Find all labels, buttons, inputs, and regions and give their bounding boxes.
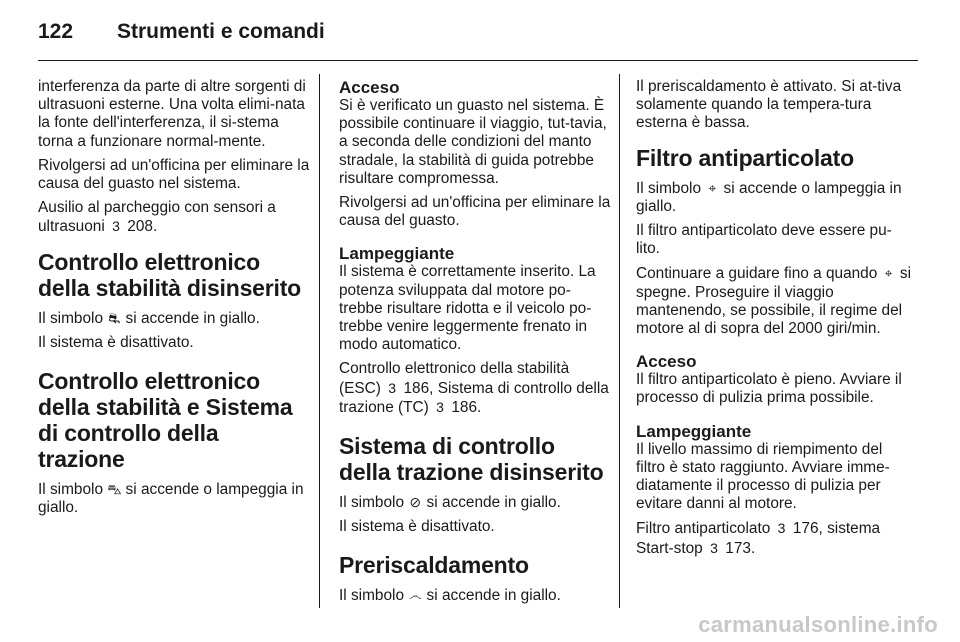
section-title: Strumenti e comandi xyxy=(117,20,325,43)
paragraph-text: Continuare a guidare fino a quando xyxy=(636,265,882,283)
paragraph: Il sistema è disattivato. xyxy=(339,518,495,536)
page-reference[interactable]: 186. xyxy=(451,398,482,416)
subheading-lampeggiante: Lampeggiante xyxy=(339,244,455,264)
column-divider xyxy=(319,74,320,608)
paragraph-text: si accende in giallo. xyxy=(422,587,561,605)
paragraph xyxy=(636,264,912,338)
paragraph xyxy=(339,586,611,605)
heading-preheat: Preriscaldamento xyxy=(339,552,529,579)
paragraph-text: si accende in giallo. xyxy=(121,309,260,327)
paragraph-text: si spegne. Proseguire il viaggio mantenendo, se possibile, il regime del motore al di sopra del 2000 giri/min. xyxy=(636,265,911,338)
paragraph-text: si accende in giallo. xyxy=(422,494,561,512)
subheading-acceso: Acceso xyxy=(339,78,400,97)
heading-tc-off: Sistema di controllo della trazione disinserito xyxy=(339,433,604,486)
page-number: 122 xyxy=(38,20,74,43)
column-3 xyxy=(636,78,912,564)
paragraph-text: si accende o lampeggia in giallo. xyxy=(636,179,902,215)
paragraph: Rivolgersi ad un'officina per eliminare la causa del guasto. xyxy=(339,194,611,230)
paragraph: Il sistema è correttamente inserito. La potenza sviluppata dal motore po-trebbe risultare ridotta e il veicolo po-trebbe venire leggermente frenato in modo automatico. xyxy=(339,263,596,354)
dpf-icon: ⌖ xyxy=(884,265,893,282)
paragraph-text: Filtro antiparticolato xyxy=(636,520,775,538)
heading-esc-tc: Controllo elettronico della stabilità e Sistema di controllo della trazione xyxy=(38,368,293,473)
page-reference[interactable]: 176, sistema Start-stop xyxy=(636,520,881,557)
paragraph xyxy=(38,309,310,328)
subheading-lampeggiante: Lampeggiante xyxy=(636,421,752,441)
paragraph xyxy=(636,519,912,557)
page-header xyxy=(38,14,918,60)
paragraph xyxy=(38,199,310,236)
paragraph: Il filtro antiparticolato è pieno. Avviare il processo di pulizia prima possibile. xyxy=(636,371,902,407)
page-reference-arrow-icon: 3 xyxy=(436,398,444,415)
paragraph: Si è verificato un guasto nel sistema. È possibile continuare il viaggio, tut-tavia, a seconda delle condizioni del manto stradale, la stabilità di guida potrebbe risultare compromessa. xyxy=(339,97,607,187)
page-reference[interactable]: 173. xyxy=(725,539,756,557)
page-reference-arrow-icon: 3 xyxy=(112,218,120,235)
paragraph: Il preriscaldamento è attivato. Si at-tiva solamente quando la tempera-tura esterna è bassa. xyxy=(636,78,902,132)
page-reference-arrow-icon: 3 xyxy=(388,379,397,396)
paragraph-text: Il simbolo xyxy=(38,481,108,499)
heading-esc-off: Controllo elettronico della stabilità disinserito xyxy=(38,248,302,301)
esc-tc-icon: ⛍ xyxy=(107,481,122,498)
column-2 xyxy=(339,78,611,612)
dpf-icon: ⌖ xyxy=(708,179,717,196)
paragraph: Il sistema è disattivato. xyxy=(38,333,194,351)
paragraph: interferenza da parte di altre sorgenti di ultrasuoni esterne. Una volta elimi-nata la fonte dell'interferenza, il si-stema torna a funzionare normal-mente. xyxy=(38,78,306,150)
paragraph xyxy=(38,480,310,517)
page-reference[interactable]: 186, Sistema di controllo della trazione (TC) xyxy=(339,379,609,416)
paragraph: Il filtro antiparticolato deve essere pu-lito. xyxy=(636,222,892,258)
paragraph-text: Il simbolo xyxy=(339,587,409,605)
column-divider xyxy=(619,74,620,608)
paragraph: Rivolgersi ad un'officina per eliminare la causa del guasto nel sistema. xyxy=(38,156,310,193)
paragraph xyxy=(636,179,912,216)
header-divider xyxy=(38,60,918,61)
page-reference[interactable]: 208. xyxy=(127,218,158,236)
page-reference-arrow-icon: 3 xyxy=(710,539,718,556)
paragraph-text: Controllo elettronico della stabilità (ESC) xyxy=(339,360,570,397)
paragraph-text: Ausilio al parcheggio con sensori a ultrasuoni xyxy=(38,199,276,236)
esc-off-icon: ⛐ xyxy=(108,309,121,326)
paragraph-text: si accende o lampeggia in giallo. xyxy=(38,481,304,517)
preheat-icon: ෴ xyxy=(408,587,422,604)
paragraph xyxy=(339,493,611,512)
paragraph-text: Il simbolo xyxy=(38,309,108,327)
heading-dpf: Filtro antiparticolato xyxy=(636,144,854,171)
watermark: carmanualsonline.info xyxy=(698,612,938,637)
paragraph: Il livello massimo di riempimento del filtro è stato raggiunto. Avviare imme-diatamente il processo di pulizia per evitare danni al motore. xyxy=(636,440,890,513)
paragraph xyxy=(339,360,611,417)
paragraph-text: Il simbolo xyxy=(636,179,706,197)
tc-off-icon: ⊘ xyxy=(409,494,422,511)
page-reference-arrow-icon: 3 xyxy=(777,520,786,537)
column-1 xyxy=(38,78,310,523)
subheading-acceso: Acceso xyxy=(636,352,697,372)
paragraph-text: Il simbolo xyxy=(339,494,409,512)
